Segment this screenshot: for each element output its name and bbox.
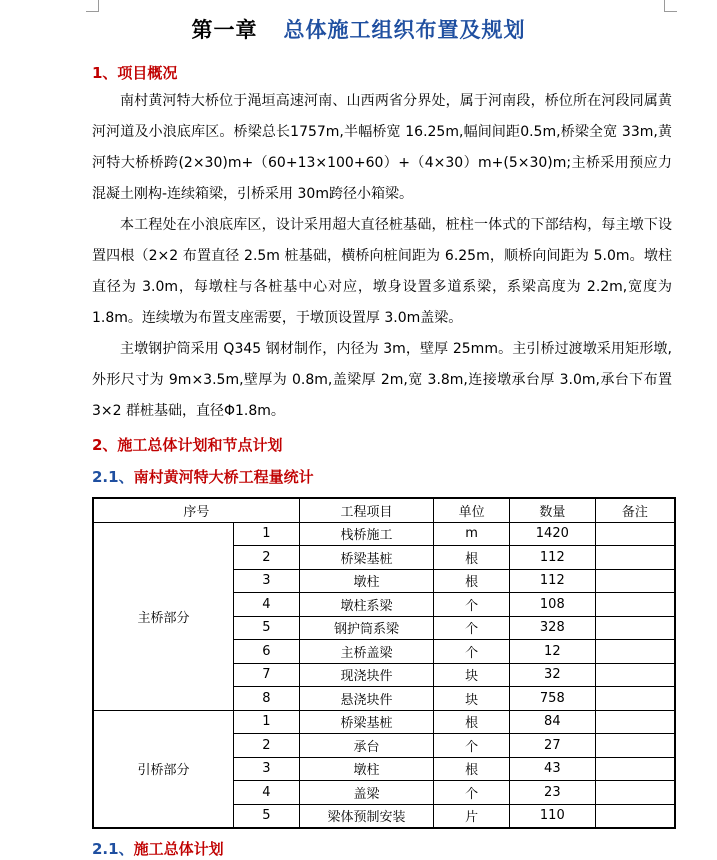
cell-unit: 根 bbox=[434, 710, 510, 734]
header-item: 工程项目 bbox=[299, 498, 433, 522]
cell-quantity: 108 bbox=[509, 593, 595, 617]
cell-item: 主桥盖梁 bbox=[299, 640, 433, 664]
cell-seq: 3 bbox=[233, 757, 299, 781]
subsection-title-overall-plan: 施工总体计划 bbox=[133, 840, 224, 858]
cell-quantity: 84 bbox=[509, 710, 595, 734]
cell-seq: 5 bbox=[233, 804, 299, 828]
cell-unit: 片 bbox=[434, 804, 510, 828]
cell-unit: 个 bbox=[434, 593, 510, 617]
cell-unit: 个 bbox=[434, 734, 510, 758]
header-seq: 序号 bbox=[93, 498, 299, 522]
cell-quantity: 1420 bbox=[509, 522, 595, 546]
cell-item: 悬浇块件 bbox=[299, 687, 433, 711]
cell-quantity: 12 bbox=[509, 640, 595, 664]
page-corner-mark-right bbox=[664, 0, 677, 12]
cell-seq: 2 bbox=[233, 546, 299, 570]
cell-quantity: 112 bbox=[509, 546, 595, 570]
header-quantity: 数量 bbox=[509, 498, 595, 522]
cell-item: 盖梁 bbox=[299, 781, 433, 805]
header-remark: 备注 bbox=[595, 498, 675, 522]
chapter-heading: 总体施工组织布置及规划 bbox=[283, 18, 526, 42]
paragraph-overview-1: 南村黄河特大桥位于渑垣高速河南、山西两省分界处，属于河南段，桥位所在河段同属黄河河道及小浪底库区。桥梁总长1757m,半幅桥宽 16.25m,幅间间距0.5m,桥梁全宽 33m,黄河特大桥桥跨(2×30)m+（60+13×100+60）+（4×30）m+(5×30)m;主桥采用预应力混凝土刚构-连续箱梁，引桥采用 30m跨径小箱梁。 bbox=[92, 93, 672, 202]
cell-item: 墩柱系梁 bbox=[299, 593, 433, 617]
quantity-table bbox=[92, 497, 676, 829]
cell-remark bbox=[595, 663, 675, 687]
cell-item: 桥梁基桩 bbox=[299, 710, 433, 734]
cell-remark bbox=[595, 546, 675, 570]
cell-seq: 3 bbox=[233, 569, 299, 593]
cell-seq: 7 bbox=[233, 663, 299, 687]
section-heading-overview: 1、项目概况 bbox=[92, 64, 178, 82]
cell-item: 栈桥施工 bbox=[299, 522, 433, 546]
cell-unit: 个 bbox=[434, 781, 510, 805]
group-label: 引桥部分 bbox=[93, 710, 233, 828]
cell-seq: 4 bbox=[233, 593, 299, 617]
cell-remark bbox=[595, 593, 675, 617]
cell-item: 钢护筒系梁 bbox=[299, 616, 433, 640]
cell-remark bbox=[595, 640, 675, 664]
cell-quantity: 112 bbox=[509, 569, 595, 593]
group-label: 主桥部分 bbox=[93, 522, 233, 710]
cell-quantity: 32 bbox=[509, 663, 595, 687]
cell-seq: 8 bbox=[233, 687, 299, 711]
cell-unit: 块 bbox=[434, 687, 510, 711]
cell-unit: 根 bbox=[434, 569, 510, 593]
cell-unit: m bbox=[434, 522, 510, 546]
subsection-heading-quantities bbox=[92, 466, 314, 487]
cell-quantity: 110 bbox=[509, 804, 595, 828]
cell-item: 梁体预制安装 bbox=[299, 804, 433, 828]
cell-item: 承台 bbox=[299, 734, 433, 758]
chapter-number: 第一章 bbox=[191, 18, 258, 42]
cell-unit: 个 bbox=[434, 616, 510, 640]
cell-quantity: 43 bbox=[509, 757, 595, 781]
subsection-title-quantities: 南村黄河特大桥工程量统计 bbox=[133, 468, 314, 486]
cell-remark bbox=[595, 522, 675, 546]
cell-quantity: 758 bbox=[509, 687, 595, 711]
section-heading-plan: 2、施工总体计划和节点计划 bbox=[92, 436, 283, 454]
cell-unit: 根 bbox=[434, 546, 510, 570]
cell-unit: 块 bbox=[434, 663, 510, 687]
cell-remark bbox=[595, 710, 675, 734]
cell-remark bbox=[595, 804, 675, 828]
paragraph-overview-3: 主墩钢护筒采用 Q345 钢材制作，内径为 3m，壁厚 25mm。主引桥过渡墩采用矩形墩,外形尺寸为 9m×3.5m,壁厚为 0.8m,盖梁厚 2m,宽 3.8m,连接墩承台厚 3.0m,承台下布置 3×2 群桩基础，直径Φ1.8m。 bbox=[92, 341, 672, 419]
subsection-heading-overall-plan bbox=[92, 838, 224, 859]
cell-item: 墩柱 bbox=[299, 569, 433, 593]
cell-item: 桥梁基桩 bbox=[299, 546, 433, 570]
cell-remark bbox=[595, 757, 675, 781]
cell-seq: 1 bbox=[233, 710, 299, 734]
cell-remark bbox=[595, 687, 675, 711]
subsection-number-quantities: 2.1、 bbox=[92, 468, 134, 486]
cell-seq: 1 bbox=[233, 522, 299, 546]
table-body bbox=[93, 522, 675, 828]
cell-remark bbox=[595, 616, 675, 640]
subsection-number-overall-plan: 2.1、 bbox=[92, 840, 134, 858]
cell-unit: 根 bbox=[434, 757, 510, 781]
table-header-row bbox=[93, 498, 675, 522]
cell-item: 墩柱 bbox=[299, 757, 433, 781]
table-row bbox=[93, 710, 675, 734]
cell-item: 现浇块件 bbox=[299, 663, 433, 687]
cell-quantity: 27 bbox=[509, 734, 595, 758]
cell-seq: 5 bbox=[233, 616, 299, 640]
cell-unit: 个 bbox=[434, 640, 510, 664]
cell-seq: 2 bbox=[233, 734, 299, 758]
chapter-title bbox=[0, 14, 717, 44]
header-unit: 单位 bbox=[434, 498, 510, 522]
cell-remark bbox=[595, 569, 675, 593]
cell-remark bbox=[595, 734, 675, 758]
cell-seq: 4 bbox=[233, 781, 299, 805]
page-corner-mark-left bbox=[86, 0, 99, 12]
cell-seq: 6 bbox=[233, 640, 299, 664]
paragraph-overview-2: 本工程处在小浪底库区，设计采用超大直径桩基础，桩柱一体式的下部结构，每主墩下设置四根（2×2 布置直径 2.5m 桩基础，横桥向桩间距为 6.25m，顺桥向间距为 5.0m。墩柱直径为 3.0m，每墩柱与各桩基中心对应，墩身设置多道系梁，系梁高度为 2.2m,宽度为 1.8m。连续墩为布置支座需要，于墩顶设置厚 3.0m盖梁。 bbox=[92, 217, 672, 326]
cell-quantity: 328 bbox=[509, 616, 595, 640]
cell-quantity: 23 bbox=[509, 781, 595, 805]
table-row bbox=[93, 522, 675, 546]
cell-remark bbox=[595, 781, 675, 805]
